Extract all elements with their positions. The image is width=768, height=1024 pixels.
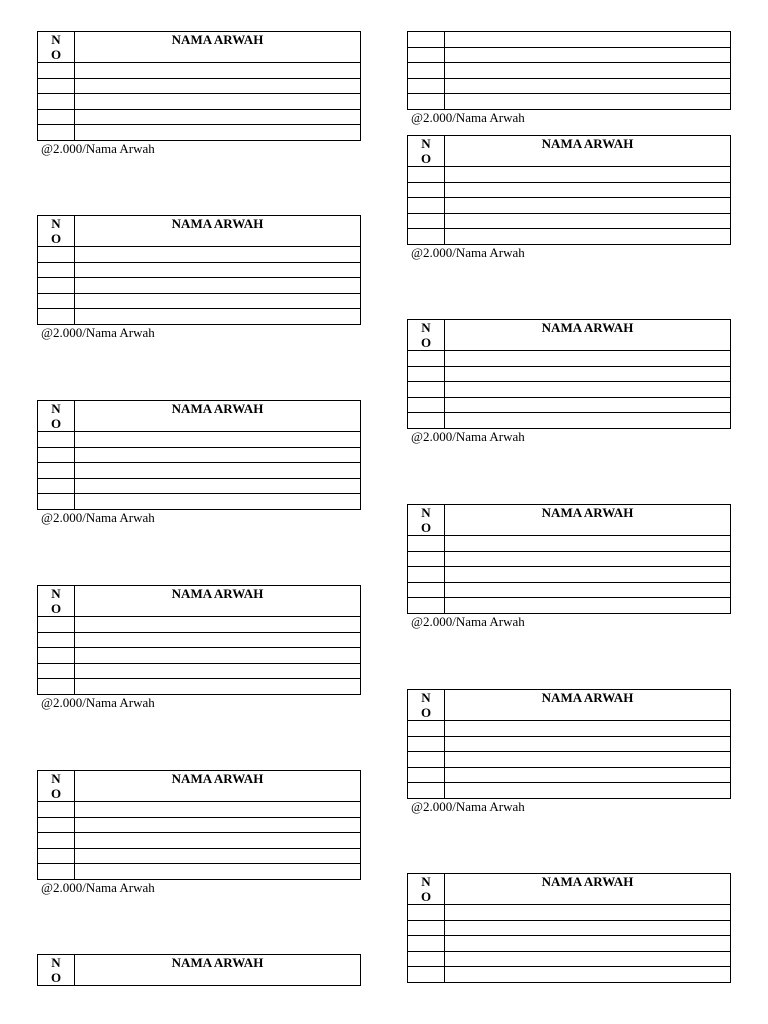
no-cell[interactable] xyxy=(38,463,75,479)
table-row xyxy=(38,478,361,494)
price-note: @2.000/Nama Arwah xyxy=(41,324,155,340)
table-row xyxy=(408,198,731,214)
name-cell[interactable] xyxy=(445,32,731,48)
name-cell[interactable] xyxy=(75,663,361,679)
no-cell[interactable] xyxy=(408,783,445,799)
no-cell[interactable] xyxy=(408,551,445,567)
table-row xyxy=(408,920,731,936)
no-cell[interactable] xyxy=(38,494,75,510)
table-row xyxy=(38,309,361,325)
arwah-table xyxy=(37,215,361,325)
table-row xyxy=(408,598,731,614)
name-cell[interactable] xyxy=(445,47,731,63)
arwah-table xyxy=(37,31,361,141)
name-cell[interactable] xyxy=(75,494,361,510)
name-cell[interactable] xyxy=(75,802,361,818)
name-cell[interactable] xyxy=(75,679,361,695)
arwah-table xyxy=(37,400,361,510)
table-row xyxy=(38,648,361,664)
no-cell[interactable] xyxy=(38,848,75,864)
table-row xyxy=(38,494,361,510)
left-column xyxy=(37,215,361,341)
no-cell[interactable] xyxy=(408,752,445,768)
no-cell[interactable] xyxy=(38,617,75,633)
table-row xyxy=(408,366,731,382)
no-cell[interactable] xyxy=(38,262,75,278)
arwah-table xyxy=(407,689,731,799)
no-cell[interactable] xyxy=(408,182,445,198)
price-note: @2.000/Nama Arwah xyxy=(41,879,155,895)
no-cell[interactable] xyxy=(408,63,445,79)
name-cell[interactable] xyxy=(445,63,731,79)
no-cell[interactable] xyxy=(408,905,445,921)
table-row xyxy=(38,663,361,679)
table-row xyxy=(408,94,731,110)
no-cell[interactable] xyxy=(38,648,75,664)
right-column xyxy=(407,873,731,983)
name-header: NAMA ARWAH xyxy=(445,320,731,351)
table-row xyxy=(38,125,361,141)
price-note: @2.000/Nama Arwah xyxy=(41,509,155,525)
no-cell[interactable] xyxy=(408,967,445,983)
no-cell[interactable] xyxy=(38,125,75,141)
no-cell[interactable] xyxy=(38,94,75,110)
arwah-card xyxy=(407,873,731,983)
name-cell[interactable] xyxy=(445,167,731,183)
arwah-card xyxy=(37,954,361,986)
arwah-card xyxy=(37,585,361,711)
table-row xyxy=(408,397,731,413)
no-cell[interactable] xyxy=(38,632,75,648)
table-row xyxy=(408,413,731,429)
no-cell[interactable] xyxy=(408,382,445,398)
name-cell[interactable] xyxy=(75,293,361,309)
price-note: @2.000/Nama Arwah xyxy=(411,244,525,260)
table-row xyxy=(38,262,361,278)
no-cell[interactable] xyxy=(408,397,445,413)
table-row xyxy=(38,94,361,110)
name-cell[interactable] xyxy=(75,78,361,94)
name-cell[interactable] xyxy=(445,905,731,921)
table-row xyxy=(38,617,361,633)
no-cell[interactable] xyxy=(408,351,445,367)
table-row xyxy=(408,967,731,983)
no-cell[interactable] xyxy=(38,802,75,818)
arwah-card xyxy=(407,689,731,815)
arwah-table xyxy=(407,319,731,429)
name-cell[interactable] xyxy=(445,920,731,936)
table-row xyxy=(38,247,361,263)
table-row xyxy=(38,63,361,79)
left-column xyxy=(37,954,361,986)
table-row xyxy=(38,278,361,294)
no-cell[interactable] xyxy=(38,247,75,263)
name-cell[interactable] xyxy=(445,936,731,952)
price-note: @2.000/Nama Arwah xyxy=(41,694,155,710)
no-cell[interactable] xyxy=(38,109,75,125)
arwah-card xyxy=(407,504,731,630)
no-cell[interactable] xyxy=(38,864,75,880)
name-cell[interactable] xyxy=(445,767,731,783)
no-header: N O xyxy=(38,955,75,986)
name-cell[interactable] xyxy=(75,463,361,479)
table-row xyxy=(408,582,731,598)
left-column xyxy=(37,585,361,711)
name-cell[interactable] xyxy=(445,582,731,598)
no-header: N O xyxy=(408,505,445,536)
name-cell[interactable] xyxy=(445,413,731,429)
arwah-table xyxy=(407,873,731,983)
table-row xyxy=(408,213,731,229)
name-cell[interactable] xyxy=(445,229,731,245)
name-cell[interactable] xyxy=(75,109,361,125)
no-header: N O xyxy=(38,216,75,247)
no-cell[interactable] xyxy=(408,32,445,48)
arwah-card xyxy=(37,215,361,341)
name-header: NAMA ARWAH xyxy=(75,771,361,802)
name-cell[interactable] xyxy=(445,94,731,110)
name-cell[interactable] xyxy=(445,721,731,737)
name-cell[interactable] xyxy=(445,78,731,94)
name-cell[interactable] xyxy=(75,833,361,849)
name-header: NAMA ARWAH xyxy=(445,136,731,167)
price-note: @2.000/Nama Arwah xyxy=(41,140,155,156)
name-cell[interactable] xyxy=(75,478,361,494)
no-cell[interactable] xyxy=(408,413,445,429)
table-row xyxy=(38,817,361,833)
name-cell[interactable] xyxy=(75,632,361,648)
no-cell[interactable] xyxy=(408,567,445,583)
no-cell[interactable] xyxy=(38,679,75,695)
name-cell[interactable] xyxy=(445,397,731,413)
no-header: N O xyxy=(38,32,75,63)
no-header: N O xyxy=(38,401,75,432)
no-cell[interactable] xyxy=(408,94,445,110)
name-header: NAMA ARWAH xyxy=(75,216,361,247)
no-cell[interactable] xyxy=(38,78,75,94)
left-column xyxy=(37,770,361,896)
no-header: N O xyxy=(38,771,75,802)
name-cell[interactable] xyxy=(445,551,731,567)
no-header: N O xyxy=(408,320,445,351)
left-column xyxy=(37,31,361,157)
no-cell[interactable] xyxy=(38,309,75,325)
table-row xyxy=(38,679,361,695)
no-cell[interactable] xyxy=(408,598,445,614)
name-header: NAMA ARWAH xyxy=(445,874,731,905)
no-cell[interactable] xyxy=(408,936,445,952)
no-cell[interactable] xyxy=(38,432,75,448)
no-cell[interactable] xyxy=(408,920,445,936)
no-cell[interactable] xyxy=(38,817,75,833)
price-note: @2.000/Nama Arwah xyxy=(411,428,525,444)
name-cell[interactable] xyxy=(445,598,731,614)
name-header: NAMA ARWAH xyxy=(75,586,361,617)
name-cell[interactable] xyxy=(75,848,361,864)
arwah-card xyxy=(37,770,361,896)
table-row xyxy=(408,167,731,183)
table-row xyxy=(408,736,731,752)
no-cell[interactable] xyxy=(408,78,445,94)
no-header: N O xyxy=(408,136,445,167)
table-row xyxy=(38,109,361,125)
name-cell[interactable] xyxy=(75,447,361,463)
table-row xyxy=(408,721,731,737)
left-column xyxy=(37,400,361,526)
table-row xyxy=(38,632,361,648)
arwah-card-continued xyxy=(407,31,731,126)
name-header: NAMA ARWAH xyxy=(75,955,361,986)
arwah-table xyxy=(407,31,731,110)
table-row xyxy=(38,447,361,463)
table-row xyxy=(408,32,731,48)
no-header: N O xyxy=(408,690,445,721)
no-cell[interactable] xyxy=(408,213,445,229)
no-cell[interactable] xyxy=(38,447,75,463)
name-cell[interactable] xyxy=(445,752,731,768)
name-cell[interactable] xyxy=(75,125,361,141)
name-cell[interactable] xyxy=(445,198,731,214)
name-cell[interactable] xyxy=(445,783,731,799)
right-column xyxy=(407,319,731,445)
no-header: N O xyxy=(408,874,445,905)
no-header: N O xyxy=(38,586,75,617)
no-cell[interactable] xyxy=(408,229,445,245)
arwah-card xyxy=(407,135,731,261)
table-row xyxy=(38,833,361,849)
table-row xyxy=(408,63,731,79)
name-cell[interactable] xyxy=(75,617,361,633)
no-cell[interactable] xyxy=(408,47,445,63)
table-row xyxy=(408,351,731,367)
right-column xyxy=(407,31,731,126)
table-row xyxy=(38,463,361,479)
table-row xyxy=(408,936,731,952)
table-row xyxy=(408,951,731,967)
name-cell[interactable] xyxy=(75,432,361,448)
table-row xyxy=(38,802,361,818)
right-column xyxy=(407,689,731,815)
arwah-table xyxy=(407,504,731,614)
table-row xyxy=(38,432,361,448)
name-cell[interactable] xyxy=(445,351,731,367)
name-cell[interactable] xyxy=(445,736,731,752)
name-header: NAMA ARWAH xyxy=(75,401,361,432)
arwah-card xyxy=(37,400,361,526)
price-note: @2.000/Nama Arwah xyxy=(411,109,525,125)
arwah-table xyxy=(37,954,361,986)
table-row xyxy=(408,182,731,198)
name-cell[interactable] xyxy=(445,366,731,382)
no-cell[interactable] xyxy=(38,293,75,309)
no-cell[interactable] xyxy=(408,366,445,382)
name-cell[interactable] xyxy=(75,864,361,880)
name-cell[interactable] xyxy=(75,63,361,79)
table-row xyxy=(408,752,731,768)
right-column xyxy=(407,504,731,630)
no-cell[interactable] xyxy=(38,63,75,79)
table-row xyxy=(408,78,731,94)
table-row xyxy=(408,536,731,552)
name-cell[interactable] xyxy=(445,567,731,583)
table-row xyxy=(408,783,731,799)
no-cell[interactable] xyxy=(408,167,445,183)
price-note: @2.000/Nama Arwah xyxy=(411,613,525,629)
no-cell[interactable] xyxy=(38,833,75,849)
name-cell[interactable] xyxy=(75,648,361,664)
no-cell[interactable] xyxy=(408,767,445,783)
name-cell[interactable] xyxy=(75,817,361,833)
name-header: NAMA ARWAH xyxy=(75,32,361,63)
name-cell[interactable] xyxy=(445,951,731,967)
table-row xyxy=(408,229,731,245)
table-row xyxy=(408,551,731,567)
no-cell[interactable] xyxy=(408,721,445,737)
name-cell[interactable] xyxy=(75,94,361,110)
table-row xyxy=(38,864,361,880)
price-note: @2.000/Nama Arwah xyxy=(411,798,525,814)
table-row xyxy=(408,767,731,783)
name-cell[interactable] xyxy=(75,309,361,325)
table-row xyxy=(408,47,731,63)
name-cell[interactable] xyxy=(75,247,361,263)
table-row xyxy=(38,78,361,94)
no-cell[interactable] xyxy=(38,478,75,494)
arwah-table xyxy=(37,585,361,695)
right-column xyxy=(407,135,731,261)
name-cell[interactable] xyxy=(445,967,731,983)
no-cell[interactable] xyxy=(38,663,75,679)
name-cell[interactable] xyxy=(445,382,731,398)
table-row xyxy=(408,567,731,583)
name-cell[interactable] xyxy=(445,213,731,229)
no-cell[interactable] xyxy=(408,582,445,598)
no-cell[interactable] xyxy=(408,536,445,552)
name-cell[interactable] xyxy=(445,182,731,198)
arwah-table xyxy=(37,770,361,880)
name-header: NAMA ARWAH xyxy=(445,505,731,536)
no-cell[interactable] xyxy=(408,951,445,967)
arwah-card xyxy=(37,31,361,157)
arwah-table xyxy=(407,135,731,245)
name-header: NAMA ARWAH xyxy=(445,690,731,721)
name-cell[interactable] xyxy=(445,536,731,552)
table-row xyxy=(408,905,731,921)
table-row xyxy=(38,293,361,309)
name-cell[interactable] xyxy=(75,262,361,278)
table-row xyxy=(408,382,731,398)
table-row xyxy=(38,848,361,864)
name-cell[interactable] xyxy=(75,278,361,294)
arwah-card xyxy=(407,319,731,445)
no-cell[interactable] xyxy=(408,198,445,214)
no-cell[interactable] xyxy=(408,736,445,752)
no-cell[interactable] xyxy=(38,278,75,294)
